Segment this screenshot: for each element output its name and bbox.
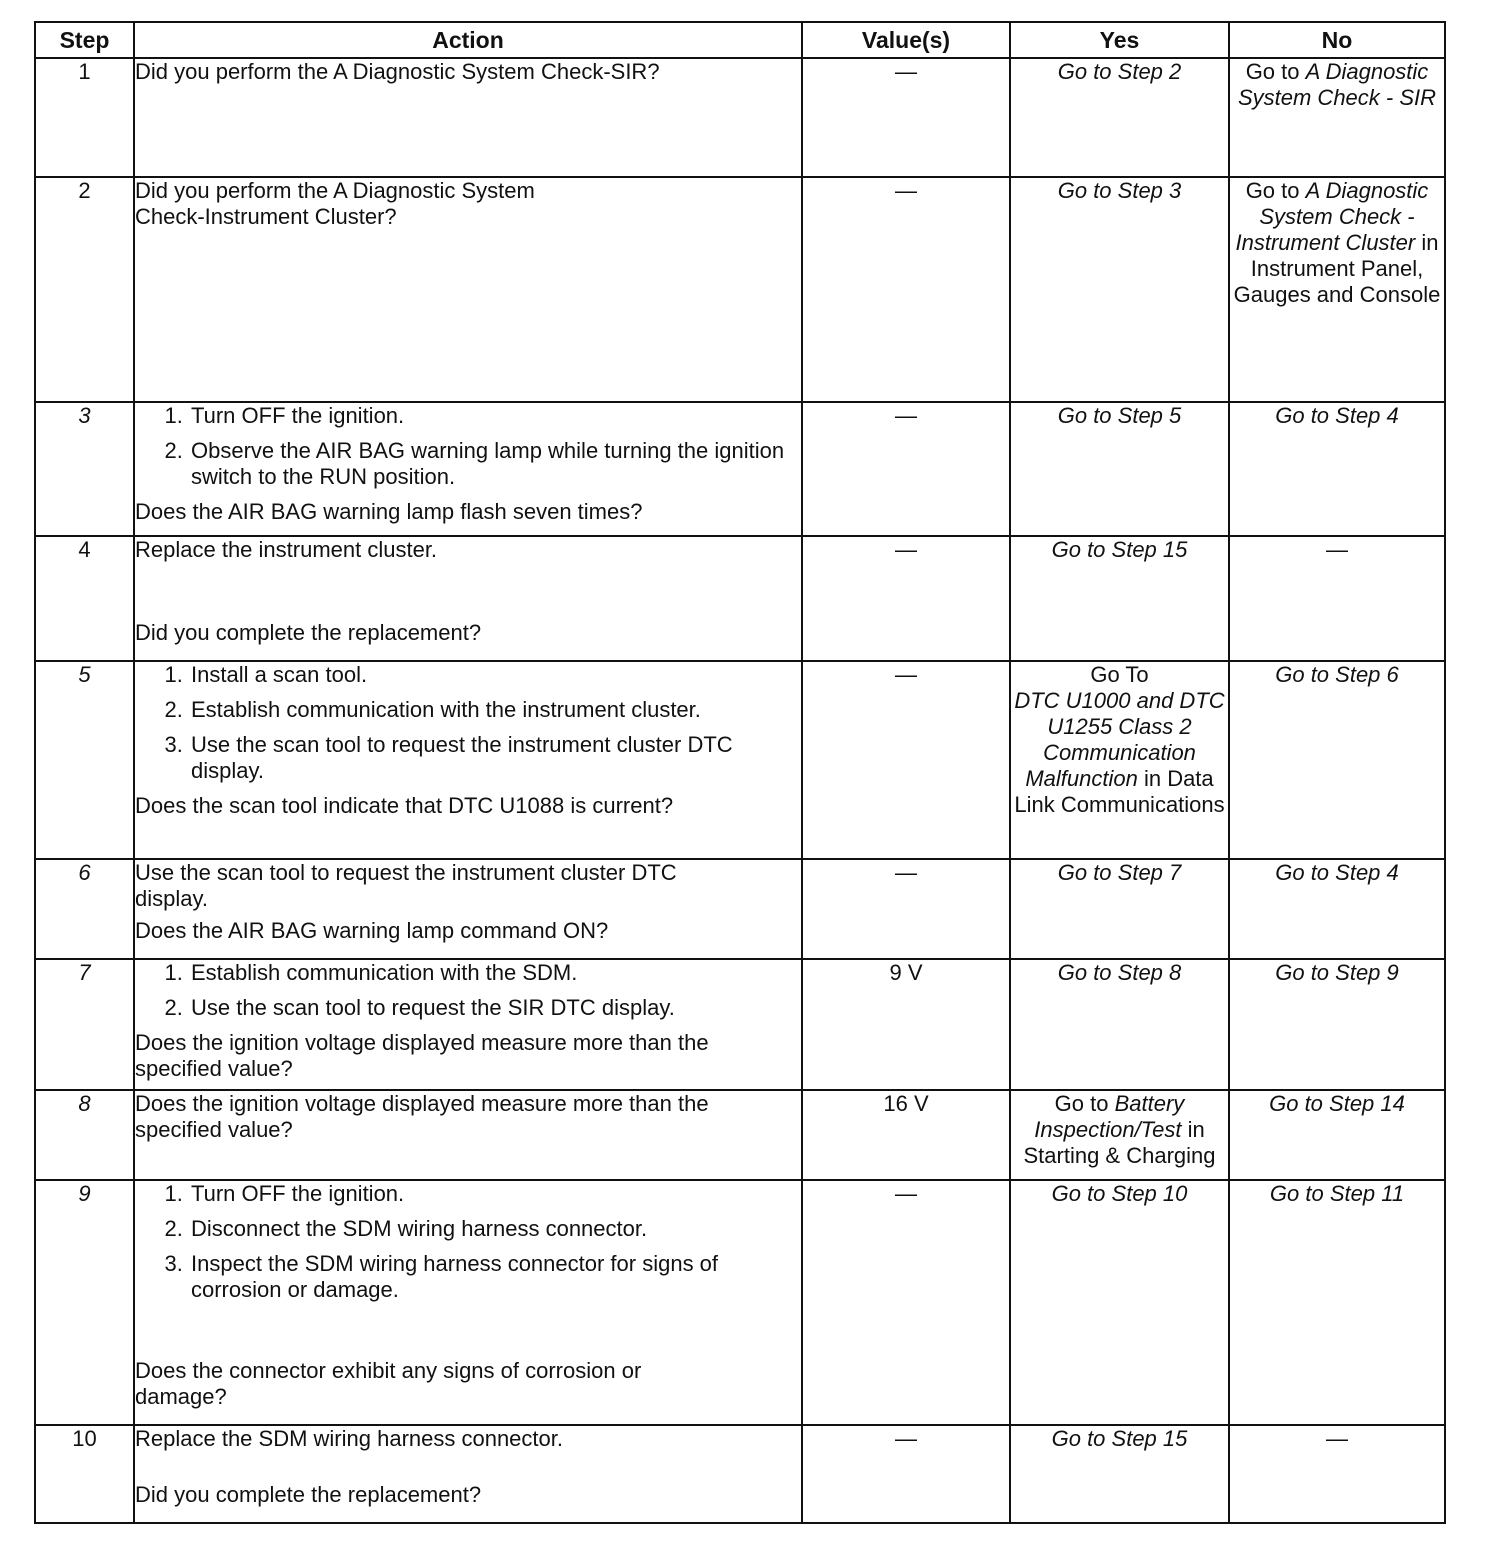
table-row <box>35 536 1445 661</box>
no-link: Go to Step 9 <box>1275 960 1399 985</box>
yes-link: Go to Step 3 <box>1057 178 1182 203</box>
no-cell <box>1229 177 1445 402</box>
action-question: Did you complete the replacement? <box>135 1482 482 1507</box>
action-cell <box>134 1090 802 1180</box>
action-question: Did you complete the replacement? <box>135 620 482 645</box>
action-step: 1. Install a scan tool. <box>189 662 801 688</box>
value-cell: — <box>802 58 1010 177</box>
no-prefix: Go to <box>1245 178 1300 203</box>
step-number: 2 <box>35 177 134 402</box>
action-steps <box>135 1181 801 1312</box>
yes-link: Go to Step 15 <box>1051 1426 1188 1451</box>
action-question: Does the AIR BAG warning lamp flash seven times? <box>135 499 643 524</box>
value-cell: 9 V <box>802 959 1010 1090</box>
step-number: 4 <box>35 536 134 661</box>
yes-prefix: Go to <box>1054 1091 1109 1116</box>
no-link: Go to Step 4 <box>1275 403 1399 428</box>
action-text: Does the ignition voltage displayed measure more than the specified value? <box>135 1091 709 1142</box>
step-number: 3 <box>35 402 134 536</box>
step-number: 8 <box>35 1090 134 1180</box>
table-row <box>35 959 1445 1090</box>
no-cell <box>1229 1180 1445 1425</box>
yes-cell <box>1010 402 1229 536</box>
step-number: 9 <box>35 1180 134 1425</box>
action-question: Does the connector exhibit any signs of corrosion or damage? <box>135 1358 642 1409</box>
action-cell <box>134 536 802 661</box>
action-question: Does the scan tool indicate that DTC U1088 is current? <box>135 793 674 818</box>
yes-suffix: in Starting & Charging <box>1023 1117 1216 1168</box>
diagnostic-table <box>34 21 1446 1524</box>
action-step: 2. Establish communication with the instrument cluster. <box>189 697 801 723</box>
action-cell <box>134 58 802 177</box>
no-suffix: in Instrument Panel, Gauges and Console <box>1233 230 1441 307</box>
yes-cell <box>1010 959 1229 1090</box>
no-link: Go to Step 4 <box>1275 860 1399 885</box>
yes-cell <box>1010 58 1229 177</box>
table-row <box>35 1425 1445 1523</box>
header-step: Step <box>35 22 134 58</box>
header-values: Value(s) <box>802 22 1010 58</box>
step-number: 5 <box>35 661 134 859</box>
value-cell: — <box>802 859 1010 959</box>
yes-link: Go to Step 5 <box>1057 403 1182 428</box>
action-cell <box>134 1180 802 1425</box>
action-cell <box>134 859 802 959</box>
value-cell: — <box>802 1180 1010 1425</box>
action-cell <box>134 402 802 536</box>
action-text: Did you perform the A Diagnostic System Check-SIR? <box>135 59 660 84</box>
header-yes: Yes <box>1010 22 1229 58</box>
action-cell <box>134 177 802 402</box>
action-step: 1. Establish communication with the SDM. <box>189 960 801 986</box>
no-cell <box>1229 402 1445 536</box>
step-number: 1 <box>35 58 134 177</box>
action-steps <box>135 960 801 1030</box>
no-cell <box>1229 859 1445 959</box>
action-cell <box>134 661 802 859</box>
value-cell: — <box>802 402 1010 536</box>
yes-cell <box>1010 1180 1229 1425</box>
no-cell <box>1229 1090 1445 1180</box>
yes-link: Go to Step 10 <box>1051 1181 1188 1206</box>
no-cell: — <box>1229 1425 1445 1523</box>
action-steps <box>135 662 801 793</box>
yes-suffix: in Data Link Communications <box>1014 766 1225 817</box>
yes-link: DTC U1000 and DTC U1255 Class 2 Communication Malfunction <box>1014 688 1225 791</box>
step-number: 10 <box>35 1425 134 1523</box>
action-question: Does the AIR BAG warning lamp command ON? <box>135 918 609 943</box>
no-link: Go to Step 14 <box>1269 1091 1405 1116</box>
action-step: 3. Inspect the SDM wiring harness connector for signs of corrosion or damage. <box>189 1251 801 1303</box>
value-cell: — <box>802 661 1010 859</box>
table-row <box>35 661 1445 859</box>
table-row <box>35 58 1445 177</box>
yes-link: Go to Step 8 <box>1057 960 1182 985</box>
action-step: 2. Disconnect the SDM wiring harness connector. <box>189 1216 801 1242</box>
no-cell: — <box>1229 536 1445 661</box>
table-row <box>35 402 1445 536</box>
action-cell <box>134 959 802 1090</box>
action-step: 2. Use the scan tool to request the SIR DTC display. <box>189 995 801 1021</box>
action-text: Replace the instrument cluster. <box>135 537 438 562</box>
value-cell: — <box>802 536 1010 661</box>
yes-link: Go to Step 2 <box>1057 59 1182 84</box>
header-row <box>35 22 1445 58</box>
yes-link: Go to Step 15 <box>1051 537 1188 562</box>
action-steps <box>135 403 801 499</box>
action-question: Does the ignition voltage displayed measure more than the specified value? <box>135 1030 709 1081</box>
yes-cell <box>1010 859 1229 959</box>
yes-cell <box>1010 1425 1229 1523</box>
yes-cell <box>1010 177 1229 402</box>
no-link: A Diagnostic System Check - SIR <box>1237 59 1437 110</box>
action-text: Replace the SDM wiring harness connector. <box>135 1426 563 1451</box>
step-number: 7 <box>35 959 134 1090</box>
table-row <box>35 177 1445 402</box>
action-step: 1. Turn OFF the ignition. <box>189 403 801 429</box>
action-text: Did you perform the A Diagnostic System Check-Instrument Cluster? <box>135 178 535 229</box>
no-link: Go to Step 6 <box>1275 662 1399 687</box>
yes-cell <box>1010 661 1229 859</box>
action-text: Use the scan tool to request the instrument cluster DTC display. <box>135 860 677 911</box>
action-step: 2. Observe the AIR BAG warning lamp while turning the ignition switch to the RUN position. <box>189 438 801 490</box>
no-prefix: Go to <box>1245 59 1300 84</box>
table-row <box>35 859 1445 959</box>
yes-prefix: Go To <box>1090 662 1149 687</box>
action-cell <box>134 1425 802 1523</box>
yes-cell <box>1010 536 1229 661</box>
value-cell: — <box>802 1425 1010 1523</box>
header-action: Action <box>134 22 802 58</box>
yes-link: Battery Inspection/Test <box>1034 1091 1185 1142</box>
yes-cell <box>1010 1090 1229 1180</box>
step-number: 6 <box>35 859 134 959</box>
no-link: A Diagnostic System Check - Instrument Cluster <box>1235 178 1429 255</box>
value-cell: — <box>802 177 1010 402</box>
action-step: 3. Use the scan tool to request the instrument cluster DTC display. <box>189 732 801 784</box>
table-row <box>35 1090 1445 1180</box>
yes-link: Go to Step 7 <box>1057 860 1182 885</box>
value-cell: 16 V <box>802 1090 1010 1180</box>
no-cell <box>1229 661 1445 859</box>
no-cell <box>1229 959 1445 1090</box>
no-link: Go to Step 11 <box>1269 1181 1405 1206</box>
table-row <box>35 1180 1445 1425</box>
header-no: No <box>1229 22 1445 58</box>
no-cell <box>1229 58 1445 177</box>
action-step: 1. Turn OFF the ignition. <box>189 1181 801 1207</box>
